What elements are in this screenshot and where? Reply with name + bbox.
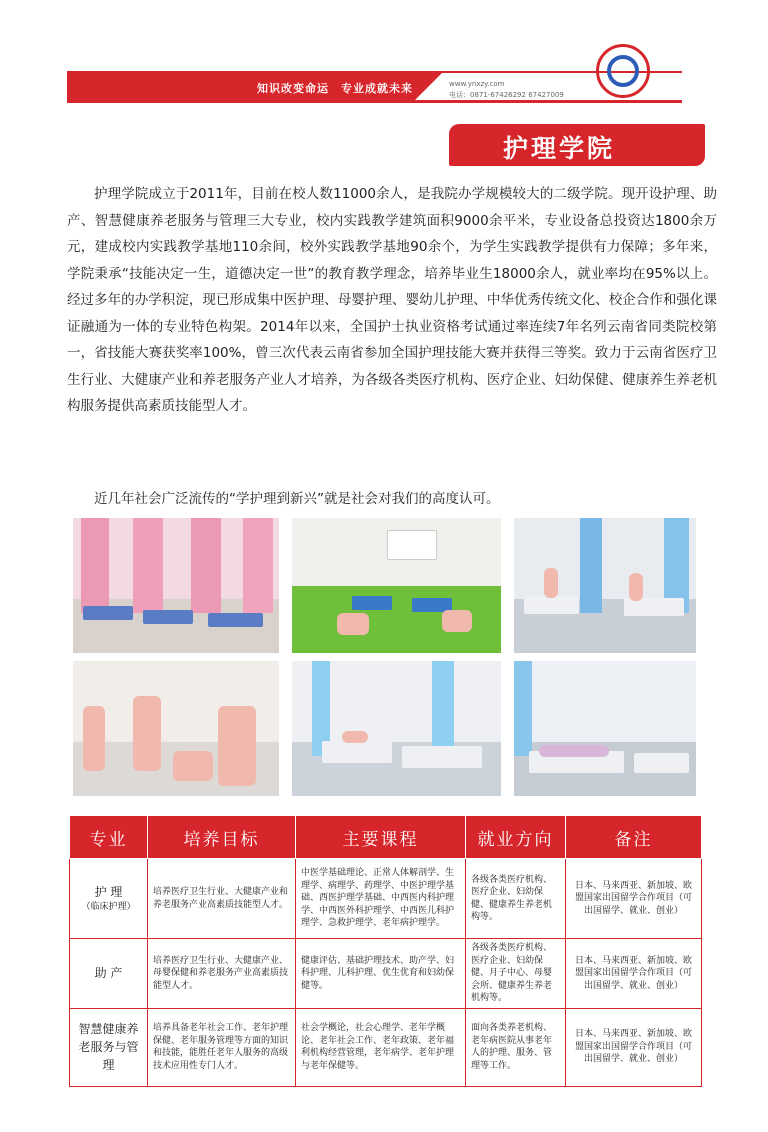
photo-ward-patient <box>514 661 696 796</box>
table-cell-major <box>70 1008 148 1086</box>
table-row <box>70 1008 702 1086</box>
table-header-employment: 就业方向 <box>466 816 566 859</box>
table-cell-employment: 各级各类医疗机构、医疗企业、妇幼保健、月子中心、母婴会所、健康养生养老机构等。 <box>466 939 566 1009</box>
major-name: 助 产 <box>94 966 123 981</box>
table-cell-courses: 社会学概论，社会心理学、老年学概论、老年社会工作、老年政策、老年福利机构经营管理，老年病学、老年护理与老年保健等。 <box>296 1008 466 1086</box>
table-row <box>70 859 702 939</box>
logo-inner-ring <box>607 55 639 87</box>
header-slogan: 知识改变命运 专业成就未来 <box>257 82 413 95</box>
header-contact <box>449 79 564 101</box>
table-cell-goal: 培养具备老年社会工作、老年护理保健、老年服务管理等方面的知识和技能，能胜任老年人服务的高级技术应用性专门人才。 <box>148 1008 296 1086</box>
photo-ward-pink-curtains <box>73 518 279 653</box>
intro-paragraph: 护理学院成立于2011年，目前在校人数11000余人，是我院办学规模较大的二级学院。现开设护理、助产、智慧健康养老服务与管理三大专业，校内实践教学建筑面积9000余平米，专业设备总投资达1800余万元，建成校内实践教学基地110余间，校外实践教学基地90余个，为学生实践教学提供有力保障；多年来，学院秉承“技能决定一生，道德决定一世”的教育教学理念，培养毕业生18000余人，就业率均在95%以上。经过多年的办学积淀，现已形成集中医护理、母婴护理、婴幼儿护理、中华优秀传统文化、校企合作和强化课证融通为一体的专业特色构架。2014年以来，全国护士执业资格考试通过率连续7年名列云南省同类院校第一，省技能大赛获奖率100%，曾三次代表云南省参加全国护理技能大赛并获得三等奖。致力于云南省医疗卫生行业、大健康产业和养老服务产业人才培养，为各级各类医疗机构、医疗企业、妇幼保健、健康养生养老机构服务提供高素质技能型人才。 <box>67 186 717 414</box>
header-band <box>67 73 687 103</box>
title-banner <box>449 124 705 166</box>
table-cell-note: 日本、马来西亚、新加坡、欧盟国家出国留学合作项目（可出国留学、就业、创业） <box>566 1008 702 1086</box>
major-subtitle: （临床护理） <box>81 902 136 912</box>
table-header-row <box>70 816 702 859</box>
table-cell-major <box>70 859 148 939</box>
table-cell-employment: 各级各类医疗机构、医疗企业、妇幼保健、健康养生养老机构等。 <box>466 859 566 939</box>
table-header-note: 备注 <box>566 816 702 859</box>
table-cell-employment: 面向各类养老机构、老年病医院从事老年人的护理、服务、管理等工作。 <box>466 1008 566 1086</box>
table-cell-goal: 培养医疗卫生行业、大健康产业和养老服务产业高素质技能型人才。 <box>148 859 296 939</box>
photo-manikin-lab <box>73 661 279 796</box>
header-website: www.ynxzy.com <box>449 80 505 88</box>
table-cell-goal: 培养医疗卫生行业、大健康产业、母婴保健和养老服务产业高素质技能型人才。 <box>148 939 296 1009</box>
photo-training-lawn <box>292 518 501 653</box>
intro-paragraph-2: 近几年社会广泛流传的“学护理到新兴”就是社会对我们的高度认可。 <box>94 491 500 507</box>
table-header-major: 专业 <box>70 816 148 859</box>
table-cell-courses: 健康评估、基础护理技术、助产学、妇科护理、儿科护理、优生优育和妇幼保健等。 <box>296 939 466 1009</box>
photo-simulation-ward <box>292 661 501 796</box>
table-header-goal: 培养目标 <box>148 816 296 859</box>
header-top-line <box>67 71 682 73</box>
table-cell-note: 日本、马来西亚、新加坡、欧盟国家出国留学合作项目（可出国留学、就业、创业） <box>566 939 702 1009</box>
major-table <box>69 815 702 1087</box>
table-cell-major <box>70 939 148 1009</box>
table-cell-courses: 中医学基础理论、正常人体解剖学、生理学、病理学、药理学、中医护理学基础、西医护理学基础、中西医内科护理学、中西医外科护理学、中西医儿科护理学、急救护理学、老年病护理学。 <box>296 859 466 939</box>
photo-ward-beds <box>514 518 696 653</box>
major-name: 智慧健康养老服务与管理 <box>78 1022 139 1072</box>
page-title: 护理学院 <box>503 134 616 163</box>
school-logo-icon <box>596 44 650 98</box>
header-phone: 电话：0871-67426292 67427009 <box>449 91 564 99</box>
table-header-courses: 主要课程 <box>296 816 466 859</box>
table-row <box>70 939 702 1009</box>
table-cell-note: 日本、马来西亚、新加坡、欧盟国家出国留学合作项目（可出国留学、就业、创业） <box>566 859 702 939</box>
major-name: 护 理 <box>94 885 123 899</box>
